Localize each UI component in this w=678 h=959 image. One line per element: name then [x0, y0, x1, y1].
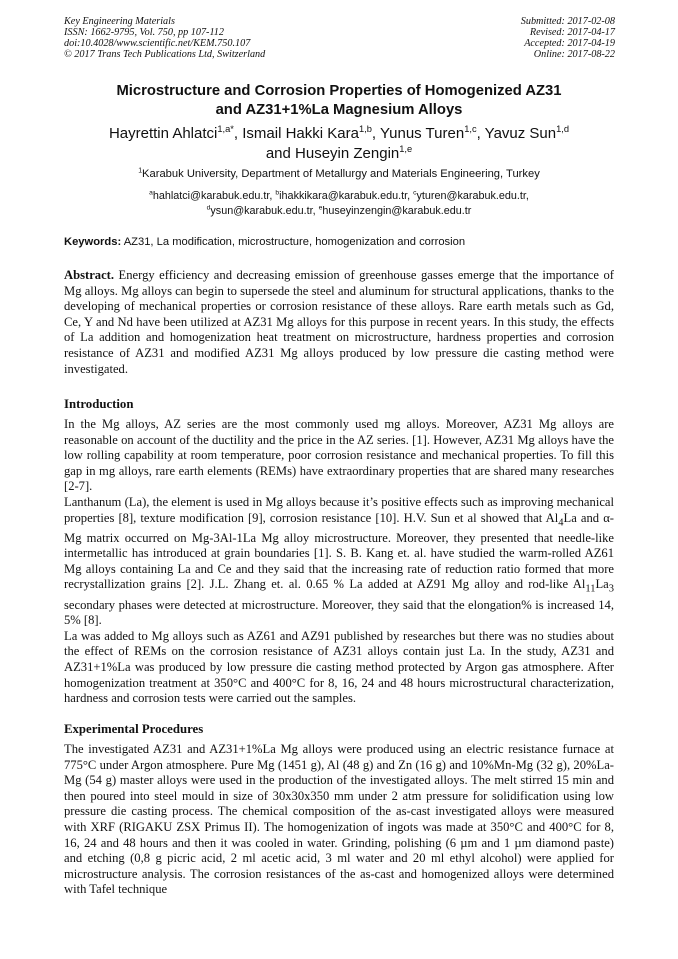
intro-text: La and α-Mg matrix occurred on Mg-3Al-1La Mg alloy microstructure. Moreover, they presented that needle-like intermetallic has introduced at grain boundaries [1]. S. B. Kang et. al. have studied the warm-rolled AZ61 Mg alloys containing La and Ce and they said that the increasing rate of reduction ratio formed that more recrystallization grains [2]. J.L. Zhang et. al. 0.65 % La added at AZ91 Mg alloy and rod-like Al: [64, 510, 614, 592]
author-name: Yavuz Sun: [484, 125, 557, 142]
title-line-1: Microstructure and Corrosion Properties of Homogenized AZ31: [116, 83, 562, 99]
keywords-label: Keywords:: [64, 236, 122, 248]
email-line-2: [40, 204, 638, 219]
subscript: 4: [558, 517, 564, 529]
author-affil-mark: 1,c: [464, 124, 477, 134]
abstract-label: Abstract.: [64, 268, 115, 282]
author-sep: ,: [371, 125, 380, 142]
email-mark: c: [413, 189, 417, 197]
date-submitted: Submitted: 2017-02-08: [520, 16, 615, 27]
email-mark: b: [275, 189, 280, 197]
experimental-paragraph-1: The investigated AZ31 and AZ31+1%La Mg alloys were produced using an electric resistance furnace at 775°C under Argon atmosphere. Pure Mg (1451 g), Al (48 g) and Zn (16 g) and 10%Mn-Mg (32 g), 20%La-Mg (54 g) master alloys were used in the production of the investigated alloys. The melt stirred 15 min and then poured into steel mould in size of 30x30x350 mm under 2 atm pressure for solidification using low pressure die casting process. The chemical composition of the as-cast investigated alloys were measured with XRF (RIGAKU ZSX Primus II). The homogenization of ingots was made at 350°C and 400°C for 8, 16, 24 and 48 hours and then it was cooled in water. Grinding, polishing (6 µm and 1 µm diamond paste) and etching (0,8 g picric acid, 2 ml acetic acid, 3 ml water and 20 ml ethyl alcohol) were applied for microstructure analysis. The corrosion resistances of the as-cast and homogenized alloys were determined with Tafel technique: [64, 742, 614, 897]
date-online: Online: 2017-08-22: [533, 49, 615, 60]
abstract-text: Energy efficiency and decreasing emission of greenhouse gasses emerge that the importance of Mg alloys. Mg alloys can begin to supersede the steel and aluminum for structural applications, thanks to the developing of mechanical properties or corrosion resistance of these alloys. Rare earth metals such as Gd, Ce, Y and Nd have been utilized at AZ31 Mg alloys for this purpose in recent years. In this study, the effects of La addition and homogenization heat treatment on microstructure, hardness properties and corrosion resistance of AZ31 and modified AZ31 Mg alloys produced by low pressure die casting method were investigated.: [64, 268, 614, 376]
paper-title: [40, 82, 638, 120]
email-link[interactable]: ysun@karabuk.edu.tr: [210, 205, 313, 217]
date-accepted: Accepted: 2017-04-19: [524, 38, 615, 49]
author-line-1: [40, 124, 638, 144]
abstract-paragraph: [64, 268, 614, 377]
introduction-body: [64, 417, 614, 707]
title-line-2: and AZ31+1%La Magnesium Alloys: [215, 102, 463, 118]
email-mark: d: [206, 204, 211, 212]
intro-text: secondary phases were detected at microstructure. Moreover, they said that the elongation% is increased 14, 5% [8].: [64, 597, 614, 628]
author-and: and: [265, 145, 296, 162]
experimental-body: [64, 742, 614, 898]
email-link[interactable]: huseyinzengin@karabuk.edu.tr: [322, 205, 472, 217]
email-mark: a: [149, 189, 153, 197]
author-affil-mark: 1,e: [399, 144, 413, 154]
intro-paragraph-1: In the Mg alloys, AZ series are the most commonly used mg alloys. Moreover, AZ31 Mg alloys are reasonable on account of the ductility and the price in the AZ series. [1]. However, AZ31 Mg alloys have the low rolling capability at room temperature, poor corrosion resistance and mechanical properties. To fill this gap in mg alloys, rare earth elements (REMs) have extraordinary properties that are shared many researches [2-7].: [64, 417, 614, 494]
intro-paragraph-2: [64, 495, 614, 629]
email-link[interactable]: yturen@karabuk.edu.tr: [416, 190, 526, 202]
email-line-1: [40, 189, 638, 204]
email-list: [40, 189, 638, 219]
email-sep: ,: [407, 190, 414, 202]
email-sep: ,: [312, 205, 319, 217]
author-line-2: [40, 144, 638, 164]
abstract: [64, 268, 614, 377]
keywords: [64, 235, 624, 249]
author-name: Ismail Hakki Kara: [242, 125, 359, 142]
experimental-heading: Experimental Procedures: [64, 722, 204, 736]
author-name: Yunus Turen: [379, 125, 465, 142]
subscript: 3: [608, 583, 614, 595]
author-affil-mark: 1,b: [358, 124, 372, 134]
email-sep: ,: [269, 190, 276, 202]
email-link[interactable]: hahlatci@karabuk.edu.tr: [152, 190, 270, 202]
email-sep: ,: [525, 190, 529, 202]
author-name: Hayrettin Ahlatci: [108, 125, 218, 142]
email-mark: e: [318, 204, 323, 212]
affiliation: [40, 167, 638, 181]
journal-copyright: © 2017 Trans Tech Publications Ltd, Switzerland: [64, 49, 266, 60]
date-revised: Revised: 2017-04-17: [529, 27, 615, 38]
author-name: Huseyin Zengin: [295, 145, 400, 162]
affiliation-text: Karabuk University, Department of Metallurgy and Materials Engineering, Turkey: [142, 168, 540, 180]
introduction-heading: Introduction: [64, 397, 134, 411]
author-sep: ,: [476, 125, 485, 142]
intro-paragraph-3: La was added to Mg alloys such as AZ61 and AZ91 published by researches but there was no studies about the effect of REMs on the corrosion resistance of AZ31 alloys contain just La. In the study, AZ31 and AZ31+1%La was produced by low pressure die casting method protected by Argon gas atmosphere. After homogenization treatment at 350°C and 400°C for 8, 16, 24 and 48 hours microstructural characterization, hardness and corrosion tests were carried out the samples.: [64, 628, 614, 706]
keywords-text: AZ31, La modification, microstructure, homogenization and corrosion: [121, 236, 466, 248]
email-link[interactable]: ihakkikara@karabuk.edu.tr: [279, 190, 408, 202]
author-affil-mark: 1,d: [556, 124, 570, 134]
journal-info: [64, 16, 265, 60]
author-affil-mark: 1,a*: [217, 124, 234, 134]
subscript: 11: [585, 583, 596, 595]
author-list: [40, 124, 638, 164]
journal-issn: ISSN: 1662-9795, Vol. 750, pp 107-112: [64, 27, 224, 38]
intro-text: Lanthanum (La), the element is used in Mg alloys because it’s positive effects such as improving mechanical properties [8], texture modification [9], corrosion resistance [10]. H.V. Sun et al showed that Al: [64, 494, 614, 525]
publication-dates: [521, 16, 615, 60]
author-sep: ,: [233, 125, 243, 142]
journal-doi: doi:10.4028/www.scientific.net/KEM.750.107: [64, 38, 251, 49]
journal-name: Key Engineering Materials: [64, 16, 175, 27]
intro-text: La: [595, 577, 609, 592]
affiliation-mark: 1: [138, 167, 143, 175]
